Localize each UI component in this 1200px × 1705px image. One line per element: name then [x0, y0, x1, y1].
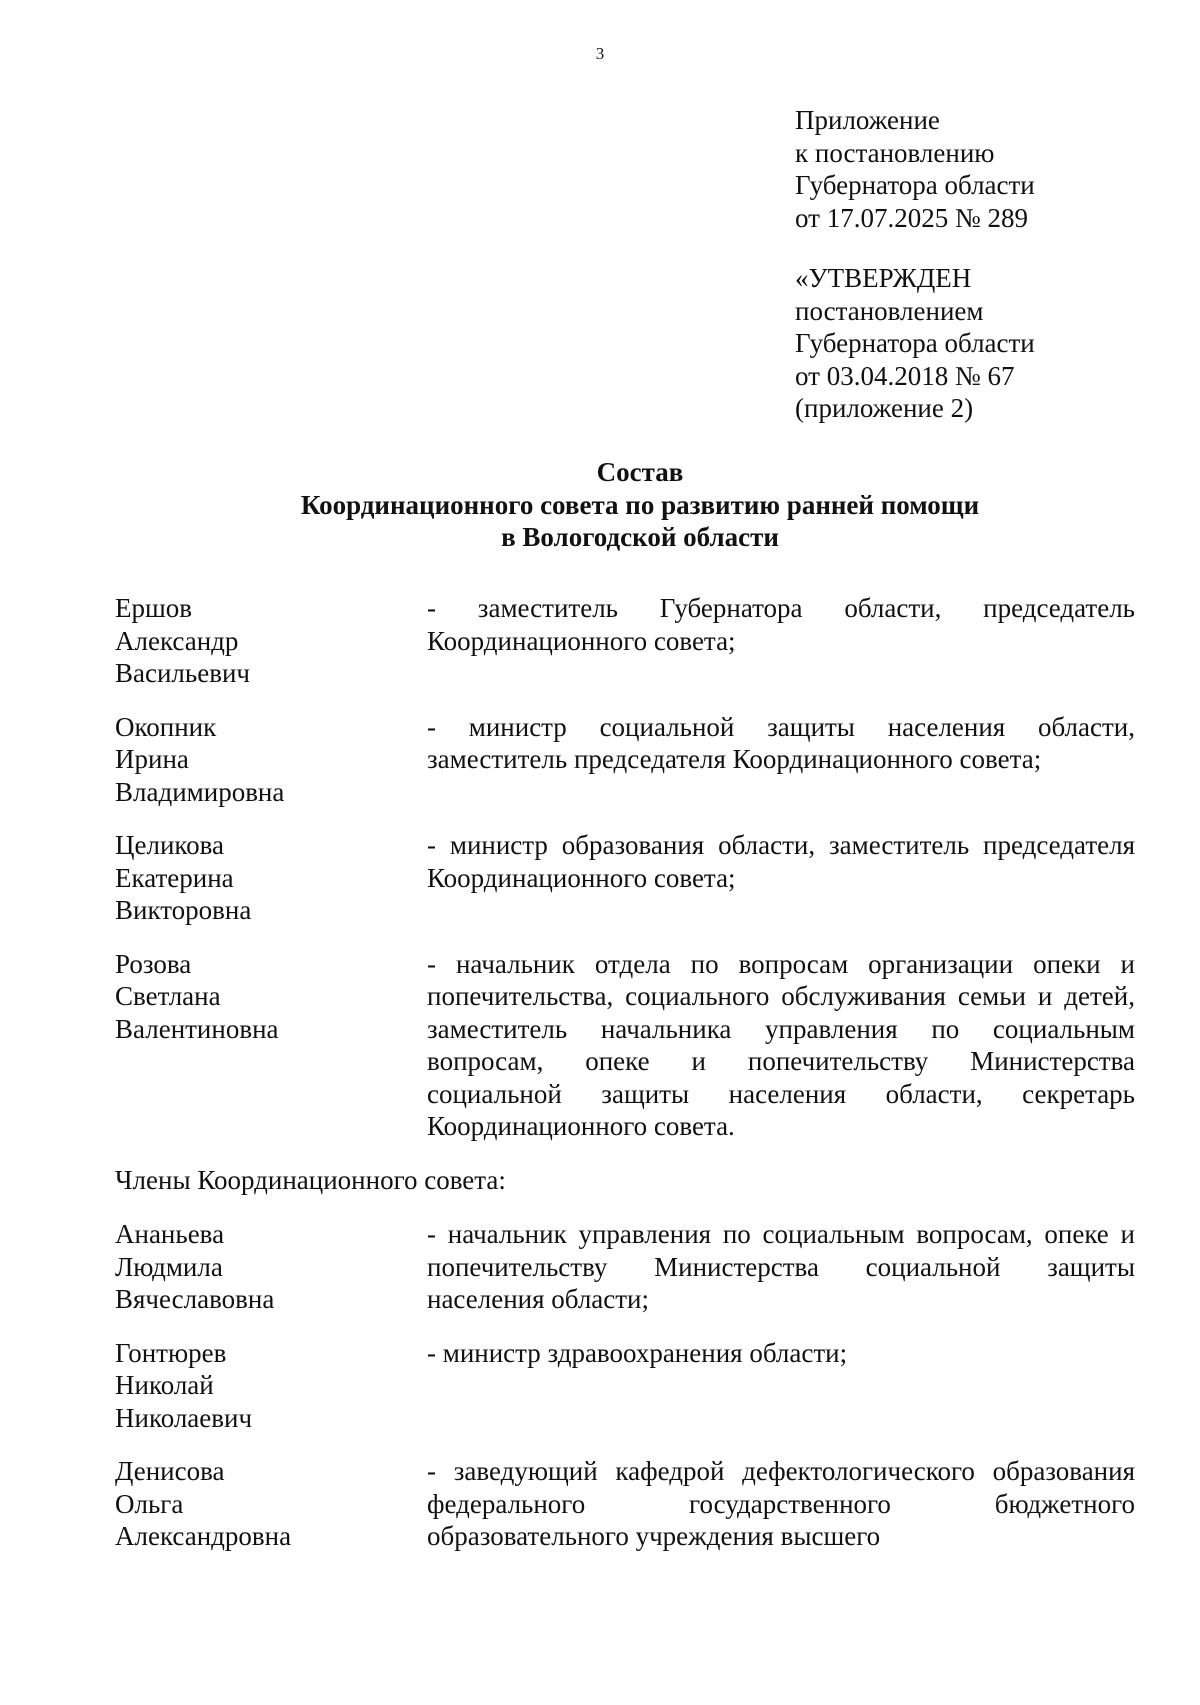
council-member: [115, 948, 1135, 1143]
member-surname: Ананьева: [115, 1219, 225, 1249]
council-composition: [115, 592, 1135, 1553]
member-first-name: Екатерина: [115, 862, 234, 893]
member-role: - заместитель Губернатора области, председатель Координационного совета;: [427, 593, 1135, 656]
approval-line: постановлением: [795, 295, 984, 326]
member-surname: Целикова: [115, 830, 225, 860]
member-patronymic: Вячеславовна: [115, 1284, 275, 1314]
member-patronymic: Васильевич: [115, 658, 250, 688]
member-first-name: Ольга: [115, 1488, 184, 1519]
member-role: - министр образования области, заместитель председателя Координационного совета;: [427, 830, 1135, 893]
member-first-name: Светлана: [115, 981, 221, 1011]
appendix-line: Губернатора области: [795, 170, 1035, 200]
title-line: Состав: [596, 457, 684, 487]
member-first-name: Ирина: [115, 744, 189, 774]
member-name: [115, 1218, 427, 1316]
title-line: Координационного совета по развитию ранней помощи: [300, 489, 980, 520]
approval-line: от 03.04.2018 № 67: [795, 360, 1015, 391]
member-surname: Гонтюрев: [115, 1337, 227, 1368]
approval-line: Губернатора области: [795, 328, 1035, 358]
members-heading: Члены Координационного совета:: [115, 1164, 506, 1195]
member-patronymic: Николаевич: [115, 1402, 253, 1433]
member-name: [115, 592, 427, 690]
appendix-line: к постановлению: [795, 137, 995, 168]
title-line: в Вологодской области: [501, 522, 779, 552]
member-name: [115, 1337, 427, 1435]
member-name: [115, 948, 427, 1143]
council-member: [115, 1455, 1135, 1553]
council-member: [115, 1337, 1135, 1435]
appendix-line: Приложение: [795, 105, 940, 135]
member-role: - начальник отдела по вопросам организации опеки и попечительства, социального обслуживания семьи и детей, заместитель начальника управления по социальным вопросам, опеке и попечительству Министерства социальной защиты населения области, секретарь Координационного совета.: [427, 948, 1135, 1141]
member-patronymic: Викторовна: [115, 895, 252, 925]
member-name: [115, 829, 427, 927]
council-member: [115, 1218, 1135, 1316]
page-number: 3: [595, 44, 605, 63]
member-surname: Денисова: [115, 1456, 225, 1486]
member-patronymic: Александровна: [115, 1521, 292, 1551]
member-first-name: Александр: [115, 625, 239, 656]
approval-line: «УТВЕРЖДЕН: [795, 263, 972, 293]
member-name: [115, 711, 427, 809]
member-surname: Розова: [115, 948, 192, 979]
member-patronymic: Владимировна: [115, 776, 285, 807]
member-role: - министр социальной защиты населения области, заместитель председателя Координационного совета;: [427, 711, 1135, 774]
member-surname: Окопник: [115, 711, 217, 742]
member-role: - министр здравоохранения области;: [427, 1337, 848, 1368]
member-first-name: Людмила: [115, 1251, 223, 1282]
approval-reference: [795, 262, 1035, 425]
council-member: [115, 592, 1135, 690]
approval-line: (приложение 2): [795, 393, 974, 423]
appendix-reference: [795, 104, 1035, 234]
member-name: [115, 1455, 427, 1553]
council-member: [115, 711, 1135, 809]
document-title: [0, 456, 1200, 554]
member-first-name: Николай: [115, 1370, 214, 1400]
member-surname: Ершов: [115, 593, 193, 623]
member-role: - заведующий кафедрой дефектологического образования федерального государственного бюджетного образовательного учреждения высшего: [427, 1456, 1135, 1551]
appendix-line: от 17.07.2025 № 289: [795, 202, 1028, 233]
member-role: - начальник управления по социальным вопросам, опеке и попечительству Министерства социальной защиты населения области;: [427, 1219, 1135, 1314]
council-member: [115, 829, 1135, 927]
member-patronymic: Валентиновна: [115, 1013, 279, 1044]
